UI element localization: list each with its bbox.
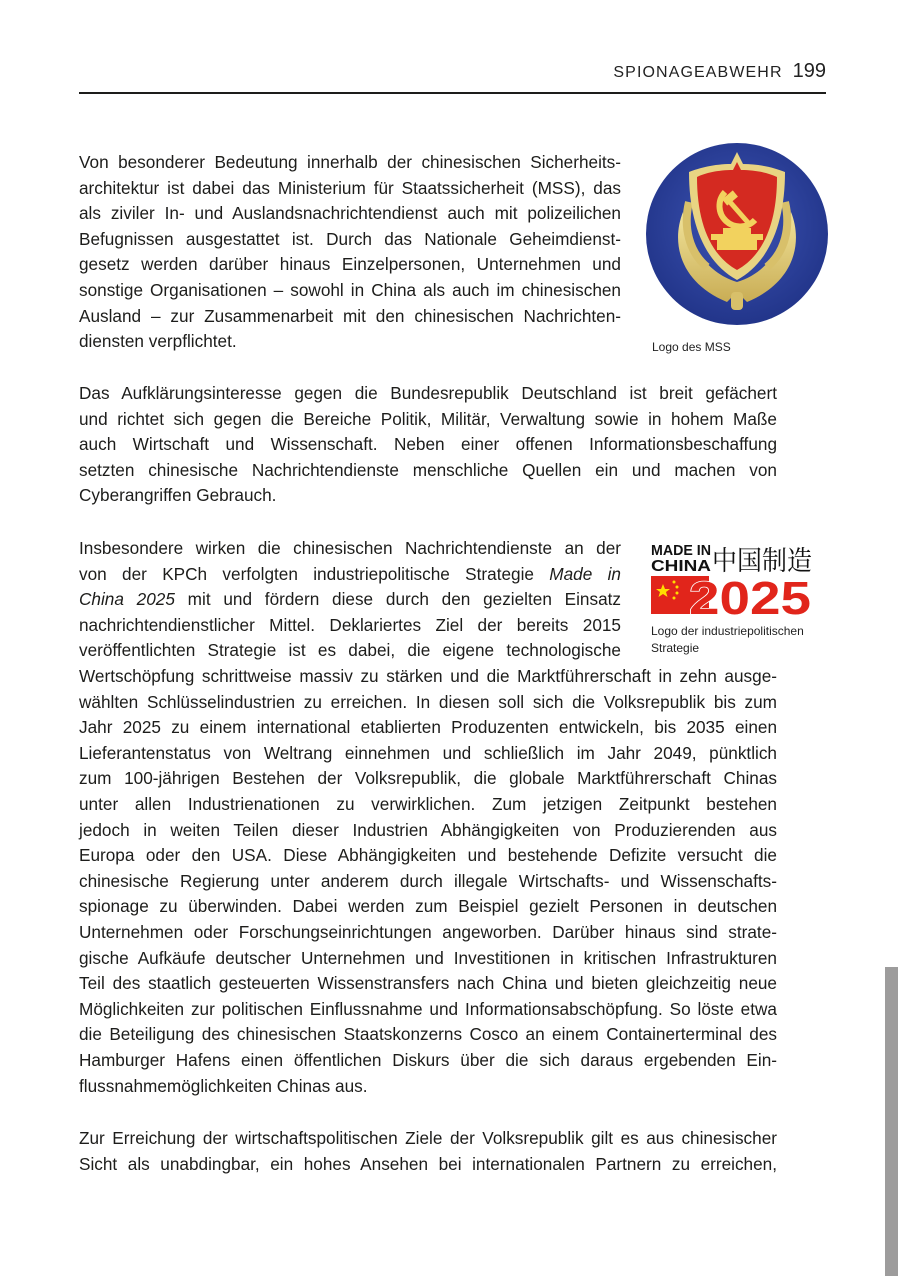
page-number: 199 <box>792 60 826 82</box>
text-line: Insbesondere wirken die chinesischen Nachrichtendienste an der <box>79 538 621 558</box>
text-line: auch Wirtschaft und Wissenschaft. Neben einer offenen Informationsbeschaffung <box>79 434 777 455</box>
text-line: jedoch in weiten Teilen dieser Industrien Abhängigkeiten von Produzierenden aus <box>79 819 777 840</box>
text-line: architektur ist dabei das Ministerium für Staatssicherheit (MSS), das <box>79 177 621 198</box>
made-in-china-2025-logo-icon <box>651 540 813 616</box>
text-line: diensten verpflichtet. <box>79 331 237 352</box>
mic2025-caption-line2: Strategie <box>651 641 700 655</box>
text-line: und richtet sich gegen die Bereiche Politik, Militär, Verwaltung sowie in hohem Maße <box>79 408 777 429</box>
svg-text:CHINA: CHINA <box>651 558 712 575</box>
text-line: zum 100-jährigen Bestehen der Volksrepublik, die globale Marktführerschaft Chinas <box>79 768 777 789</box>
text-line: Sicht als unabdingbar, ein hohes Ansehen bei internationalen Partnern zu erreichen, <box>79 1153 777 1174</box>
text-segment: mit und fördern diese durch den gezielten Einsatz <box>174 589 622 610</box>
text-line: unter allen Industrienationen zu verwirklichen. Zum jetzigen Zeitpunkt bestehen <box>79 793 777 814</box>
mss-emblem-icon <box>645 142 829 326</box>
text-line: Lieferantenstatus von Weltrang einnehmen und schließlich im Jahr 2049, pünktlich <box>79 742 777 763</box>
mss-logo-caption: Logo des MSS <box>652 340 731 354</box>
page-header <box>79 58 826 94</box>
text-line: Europa oder den USA. Diese Abhängigkeiten und bestehende Defizite versucht die <box>79 845 777 866</box>
mic2025-logo-figure <box>651 540 821 657</box>
text-line: nachrichtendienstlicher Mittel. Deklariertes Ziel der bereits 2015 <box>79 614 621 635</box>
text-line: Unternehmen oder Forschungseinrichtungen angeworben. Darüber hinaus sind strate- <box>79 921 777 942</box>
text-line: Jahr 2025 zu einem international etablierten Produzenten entwickeln, bis 2035 einen <box>79 717 777 738</box>
text-line: Zur Erreichung der wirtschaftspolitischen Ziele der Volksrepublik gilt es aus chinesischer <box>79 1128 777 1148</box>
strategy-name-emphasis: Made in <box>549 563 621 584</box>
text-line <box>79 587 621 613</box>
paragraph-interests <box>79 381 777 509</box>
text-line: flussnahmemöglichkeiten Chinas aus. <box>79 1075 368 1096</box>
text-line: Möglichkeiten zur politischen Einflussnahme und Informationsabschöpfung. So löste etwa <box>79 998 777 1019</box>
paragraph-mss <box>79 150 621 355</box>
svg-text:2025: 2025 <box>689 572 811 616</box>
text-line: Von besonderer Bedeutung innerhalb der chinesischen Sicherheits- <box>79 152 621 172</box>
text-line: chinesische Regierung unter anderem durch illegale Wirtschafts- und Wissenschafts- <box>79 870 777 891</box>
paragraph-strategy-wide <box>79 664 777 1099</box>
text-line: Befugnissen ausgestattet ist. Durch das Nationale Geheimdienst- <box>79 228 621 249</box>
paragraph-strategy-narrow <box>79 536 621 664</box>
text-line: gische Aufkäufe deutscher Unternehmen und Investitionen in kritischen Infrastrukturen <box>79 947 777 968</box>
text-segment: von der KPCh verfolgten industriepolitische Strategie <box>79 563 550 584</box>
text-line: Ausland – zur Zusammenarbeit mit den chinesischen Nachrichten- <box>79 305 621 326</box>
header-right <box>613 60 826 83</box>
text-line: veröffentlichten Strategie ist es dabei, die eigene technologische <box>79 640 621 661</box>
text-line: Wertschöpfung schrittweise massiv zu stärken und die Marktführerschaft in zehn ausge- <box>79 666 777 686</box>
text-line: Das Aufklärungsinteresse gegen die Bundesrepublik Deutschland ist breit gefächert <box>79 383 777 403</box>
running-title: SPIONAGEABWEHR <box>613 64 783 81</box>
text-line: sonstige Organisationen – sowohl in China als auch im chinesischen <box>79 279 621 300</box>
mic2025-caption-line1: Logo der industriepolitischen <box>651 624 804 638</box>
text-line: Cyberangriffen Gebrauch. <box>79 485 277 506</box>
svg-text:MADE IN: MADE IN <box>651 542 711 559</box>
text-line: wählten Schlüsselindustrien zu erreichen. In diesen soll sich die Volksrepublik bis zum <box>79 691 777 712</box>
text-line: die Beteiligung des chinesischen Staatskonzerns Cosco an einem Containerterminal des <box>79 1024 777 1045</box>
text-line: Hamburger Hafens einen öffentlichen Diskurs über die sich daraus ergebenden Ein- <box>79 1049 777 1070</box>
chapter-thumb-tab <box>885 967 898 1276</box>
mss-logo-figure <box>645 142 835 356</box>
text-line: gesetz werden darüber hinaus Einzelpersonen, Unternehmen und <box>79 254 621 275</box>
paragraph-reputation <box>79 1126 777 1177</box>
text-line: setzten chinesische Nachrichtendienste menschliche Quellen ein und machen von <box>79 459 777 480</box>
text-line: Teil des staatlich gesteuerten Wissenstransfers nach China und bieten gleichzeitig neue <box>79 973 777 994</box>
text-line: als ziviler In- und Auslandsnachrichtendienst auch mit polizeilichen <box>79 203 621 224</box>
strategy-name-emphasis: China 2025 <box>79 589 175 610</box>
svg-text:中国制造: 中国制造 <box>712 546 812 577</box>
text-line <box>79 562 621 588</box>
text-line: spionage zu überwinden. Dabei werden zum Beispiel gezielt Personen in deutschen <box>79 896 777 917</box>
